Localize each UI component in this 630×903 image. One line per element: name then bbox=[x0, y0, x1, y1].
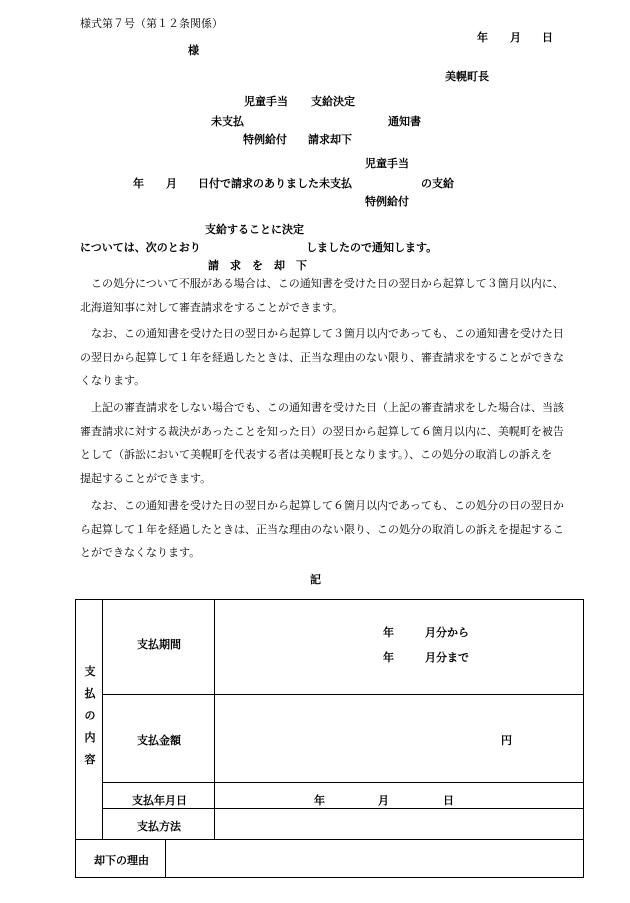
intro-suffix: の支給 bbox=[421, 177, 454, 190]
payment-date-label: 支払年月日 bbox=[132, 794, 187, 807]
decision-option-reject: 請 求 を 却 下 bbox=[208, 259, 307, 272]
intro-month: 月 bbox=[166, 177, 177, 190]
date-month: 月 bbox=[510, 31, 521, 44]
date-year: 年 bbox=[477, 31, 488, 44]
date-day: 日 bbox=[542, 31, 553, 44]
ki-heading: 記 bbox=[310, 573, 321, 586]
decision-prefix: については、次のとおり bbox=[80, 241, 201, 254]
payment-method-label: 支払方法 bbox=[137, 820, 181, 833]
title-option-special-benefit: 特例給付 bbox=[243, 133, 287, 146]
intro-option-child-allowance: 児童手当 bbox=[365, 157, 409, 170]
title-option-payment-decision: 支給決定 bbox=[311, 95, 355, 108]
decision-option-payment: 支給することに決定 bbox=[205, 223, 304, 236]
decision-suffix: しましたので通知します。 bbox=[306, 241, 438, 254]
period-from-month: 月分から bbox=[425, 626, 469, 639]
payment-contents-label: 支 払 の 内 容 bbox=[84, 665, 96, 766]
payment-amount-label: 支払金額 bbox=[137, 734, 181, 747]
appeal-paragraph-2: なお、この通知書を受けた日の翌日から起算して３箇月以内であっても、この通知書を受けた日 の翌日から起算して１年を経過したときは、正当な理由のない限り、審査請求をすることができな くなります。 bbox=[80, 327, 564, 387]
period-from-year: 年 bbox=[383, 626, 394, 639]
period-to-month: 月分まで bbox=[425, 651, 469, 664]
payment-period-label: 支払期間 bbox=[137, 638, 181, 651]
amount-yen-unit: 円 bbox=[501, 734, 512, 747]
intro-option-special-benefit: 特例給付 bbox=[365, 195, 409, 208]
title-option-child-allowance: 児童手当 bbox=[244, 95, 288, 108]
intro-claim-text: 日付で請求のありました未支払 bbox=[198, 177, 352, 190]
intro-year: 年 bbox=[133, 177, 144, 190]
title-notice: 通知書 bbox=[388, 115, 421, 128]
period-to-year: 年 bbox=[383, 651, 394, 664]
lawsuit-paragraph-2: なお、この通知書を受けた日の翌日から起算して６箇月以内であっても、この処分の日の翌日か ら起算して１年を経過したときは、正当な理由のない限り、この処分の取消しの訴えを提起するこ とができなくなります。 bbox=[80, 499, 564, 559]
appeal-paragraph-1: この処分について不服がある場合は、この通知書を受けた日の翌日から起算して３箇月以内に、 北海道知事に対して審査請求をすることができます。 bbox=[80, 277, 564, 314]
form-number: 様式第７号（第１２条関係） bbox=[80, 17, 223, 30]
recipient-suffix: 様 bbox=[188, 44, 199, 57]
title-option-claim-rejected: 請求却下 bbox=[308, 133, 352, 146]
title-unpaid: 未支払 bbox=[211, 115, 244, 128]
payment-date-day: 日 bbox=[443, 794, 454, 807]
payment-date-month: 月 bbox=[378, 794, 389, 807]
lawsuit-paragraph-1: 上記の審査請求をしない場合でも、この通知書を受けた日（上記の審査請求をした場合は、当該 審査請求に対する裁決があったことを知った日）の翌日から起算して６箇月以内に、美幌町を被告 として（訴訟において美幌町を代表する者は美幌町長となります。）、この処分の取消しの訴えを 提起することができます。 bbox=[80, 401, 564, 485]
rejection-reason-label: 却下の理由 bbox=[94, 854, 149, 867]
payment-date-year: 年 bbox=[314, 794, 325, 807]
issuer: 美幌町長 bbox=[445, 70, 489, 83]
